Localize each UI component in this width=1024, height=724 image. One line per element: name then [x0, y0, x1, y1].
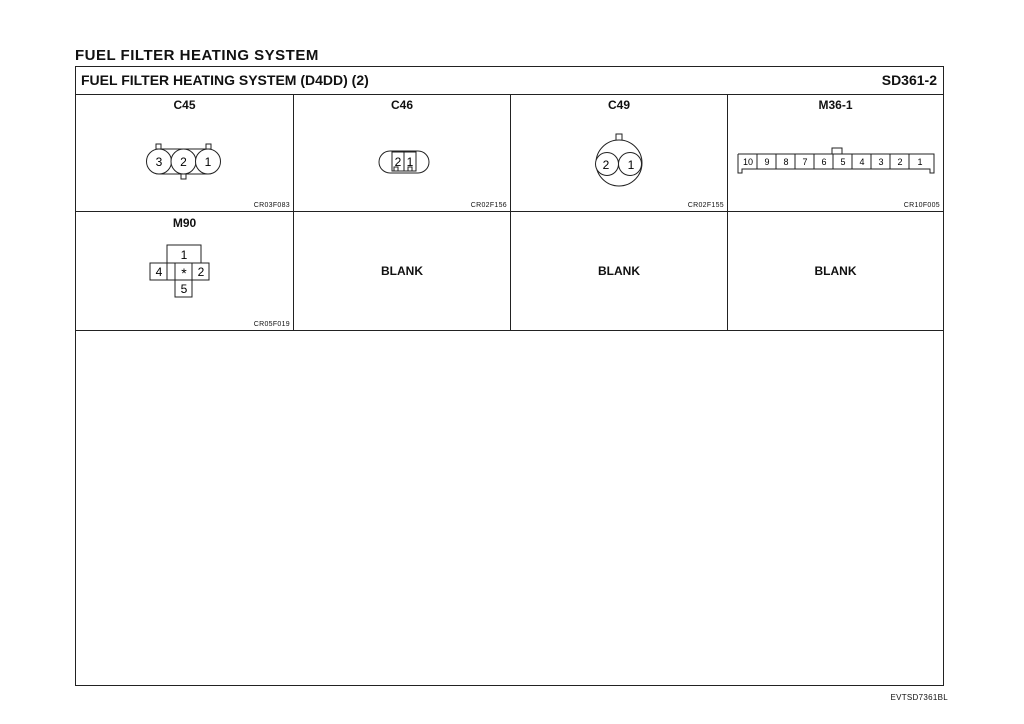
connector-ref: CR02F156	[470, 202, 507, 209]
connector-c46-diagram	[294, 94, 511, 212]
pin-label: 4	[859, 157, 865, 167]
pin-label: 5	[840, 157, 846, 167]
pin-label: 3	[155, 155, 163, 169]
connector-label: C49	[607, 98, 630, 112]
connector-c49-diagram	[511, 94, 728, 212]
connector-label: M36-1	[818, 98, 853, 112]
pin-label: 2	[197, 265, 205, 279]
pin-label: 2	[180, 155, 187, 169]
pin-label: 7	[802, 157, 808, 167]
pin-label: 1	[917, 157, 923, 167]
pin-label: 1	[627, 158, 635, 172]
blank-cell	[728, 212, 943, 331]
connector-ref: CR03F083	[253, 202, 290, 209]
pin-label: 1	[406, 155, 414, 169]
pin-label: *	[181, 265, 187, 281]
connector-m90-diagram	[76, 212, 294, 331]
connector-label: M90	[172, 216, 197, 230]
pin-label: 6	[821, 157, 827, 167]
section-title: FUEL FILTER HEATING SYSTEM	[75, 47, 319, 64]
blank-label: BLANK	[381, 264, 423, 278]
pin-label: 1	[180, 248, 188, 262]
diagram-frame	[75, 66, 944, 686]
blank-cell	[511, 212, 728, 331]
blank-cell	[294, 212, 511, 331]
connector-ref: CR10F005	[903, 202, 940, 209]
connector-ref: CR05F019	[253, 321, 290, 328]
connector-m36-1-diagram	[728, 94, 943, 212]
connector-label: C46	[390, 98, 413, 112]
connector-cell-c46	[294, 94, 511, 212]
pin-label: 4	[155, 265, 163, 279]
diagram-title: FUEL FILTER HEATING SYSTEM (D4DD) (2)	[81, 72, 369, 88]
pin-label: 2	[897, 157, 903, 167]
pin-label: 8	[783, 157, 789, 167]
footer-code: EVTSD7361BL	[890, 693, 948, 702]
connector-c45-diagram	[76, 94, 294, 212]
blank-label: BLANK	[598, 264, 640, 278]
pin-label: 1	[204, 155, 212, 169]
pin-label: 2	[602, 158, 610, 172]
connector-label: C45	[173, 98, 196, 112]
blank-label: BLANK	[814, 264, 857, 278]
connector-cell-m90	[76, 212, 294, 331]
pin-label: 2	[394, 155, 402, 169]
connector-ref: CR02F155	[687, 202, 724, 209]
pin-label: 10	[742, 157, 754, 167]
pin-label: 9	[764, 157, 770, 167]
pin-label: 3	[878, 157, 884, 167]
connector-cell-m36-1	[728, 94, 943, 212]
connector-cell-c45	[76, 94, 294, 212]
connector-cell-c49	[511, 94, 728, 212]
header-bar	[76, 67, 943, 95]
pin-label: 5	[180, 282, 188, 296]
diagram-code: SD361-2	[881, 72, 937, 88]
